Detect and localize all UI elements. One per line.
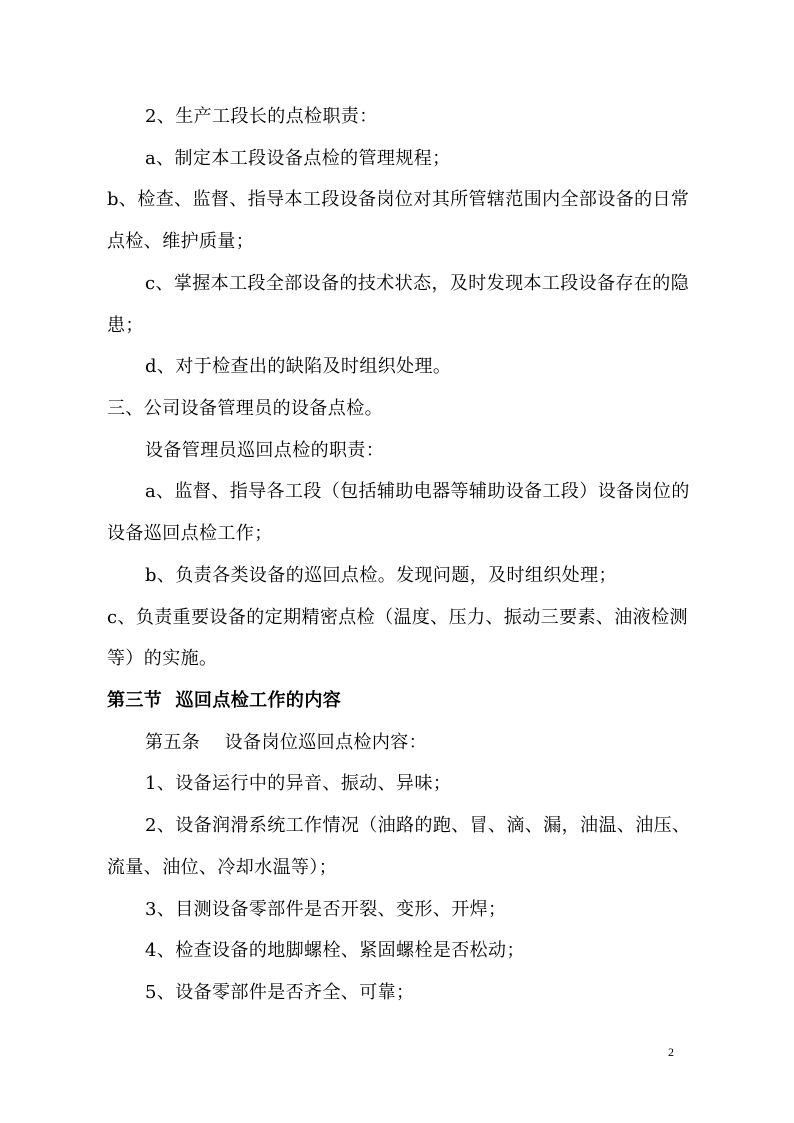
paragraph-line: 4、检查设备的地脚螺栓、紧固螺栓是否松动；	[145, 940, 525, 962]
section-heading: 第三节 巡回点检工作的内容	[107, 689, 342, 711]
paragraph-line: d、对于检查出的缺陷及时组织处理。	[145, 356, 452, 378]
paragraph-line: 设备巡回点检工作；	[107, 523, 273, 545]
paragraph-line: 患；	[107, 314, 144, 336]
page-number: 2	[668, 1045, 674, 1059]
paragraph-line: 3、目测设备零部件是否开裂、变形、开焊；	[145, 898, 507, 920]
paragraph-line: 2、生产工段长的点检职责：	[145, 106, 378, 127]
paragraph-line: 1、设备运行中的异音、振动、异味；	[145, 773, 452, 795]
paragraph-line: 2、设备润滑系统工作情况（油路的跑、冒、滴、漏，油温、油压、	[145, 815, 691, 837]
paragraph-line: c、负责重要设备的定期精密点检（温度、压力、振动三要素、油液检测	[107, 606, 688, 628]
paragraph-line: 点检、维护质量；	[107, 231, 255, 253]
paragraph-line: b、检查、监督、指导本工段设备岗位对其所管辖范围内全部设备的日常	[107, 189, 690, 211]
paragraph-line: b、负责各类设备的巡回点检。发现问题，及时组织处理；	[145, 564, 617, 586]
paragraph-line: 5、设备零部件是否齐全、可靠；	[145, 981, 415, 1003]
paragraph-line: a、监督、指导各工段（包括辅助电器等辅助设备工段）设备岗位的	[145, 481, 690, 503]
article-title: 第五条 设备岗位巡回点检内容：	[145, 731, 428, 753]
paragraph-line: a、制定本工段设备点检的管理规程；	[145, 147, 451, 169]
paragraph-line: 三、公司设备管理员的设备点检。	[107, 398, 383, 419]
paragraph-line: 等）的实施。	[107, 648, 218, 670]
paragraph-line: 设备管理员巡回点检的职责：	[145, 439, 385, 461]
paragraph-line: 流量、油位、冷却水温等）；	[107, 856, 338, 878]
paragraph-line: c、掌握本工段全部设备的技术状态，及时发现本工段设备存在的隐	[145, 272, 690, 294]
